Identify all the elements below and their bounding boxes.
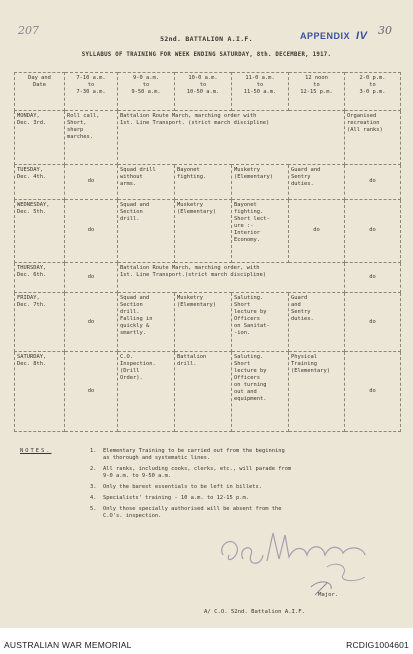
table-cell: Squad and Section drill. Falling in quickly & smartly. — [118, 292, 175, 351]
header-cell: 10-0 a.m. to 10-50 a.m. — [175, 73, 232, 111]
route-march-cell: Battalion Route March, marching order, with 1st. Line Transport.(strict march discipline) — [118, 263, 345, 293]
document-subtitle: SYLLABUS OF TRAINING FOR WEEK ENDING SATURDAY, 8th. DECEMBER, 1917. — [81, 52, 332, 58]
table-cell: Squad drill without arms. — [118, 165, 175, 199]
table-header-row — [15, 73, 401, 111]
table-cell: do — [345, 199, 401, 263]
table-cell: Musketry (Elementary) — [175, 292, 232, 351]
table-cell: Saluting. Short lecture by Officers on Sanitat- -ion. — [232, 292, 289, 351]
header-cell: 2-0 p.m. to 3-0 p.m. — [345, 73, 401, 111]
note-item: 5. Only those specially authorised will be absent from the C.O's. inspection. — [90, 506, 282, 519]
table-cell: Saluting. Short lecture by Officers on turning out and equipment. — [232, 352, 289, 432]
table-cell: do — [345, 352, 401, 432]
day-cell: TUESDAY, Dec. 4th. — [15, 165, 65, 199]
table-row-monday — [15, 110, 401, 165]
table-cell: Musketry (Elementary) — [232, 165, 289, 199]
table-row-tuesday — [15, 165, 401, 199]
day-cell: MONDAY, Dec. 3rd. — [15, 110, 65, 165]
table-cell: Guard and Sentry duties. — [289, 292, 345, 351]
training-table — [14, 72, 401, 432]
note-item: 3. Only the barest essentials to be left in billets. — [90, 484, 263, 490]
table-cell: Organised recreation (All ranks) — [345, 110, 401, 165]
table-cell: do — [345, 165, 401, 199]
archive-footer-left: AUSTRALIAN WAR MEMORIAL — [4, 640, 132, 650]
table-cell: do — [65, 263, 118, 293]
appendix-roman: IV — [356, 30, 368, 42]
table-cell: Bayonet fighting. Short lect- ure :- Interior Economy. — [232, 199, 289, 263]
table-cell: Bayonet fighting. — [175, 165, 232, 199]
table-cell: do — [65, 292, 118, 351]
notes-label: NOTES. — [20, 448, 52, 454]
handwritten-signature — [215, 525, 385, 600]
header-cell: Day and Date — [15, 73, 65, 111]
appendix-label: APPENDIX — [300, 31, 351, 41]
table-cell: do — [65, 165, 118, 199]
day-cell: THURSDAY, Dec. 6th. — [15, 263, 65, 293]
table-cell: Physical Training (Elementary) — [289, 352, 345, 432]
header-cell: 9-0 a.m. to 9-50 a.m. — [118, 73, 175, 111]
page-number: 30 — [378, 24, 392, 37]
table-row-wednesday — [15, 199, 401, 263]
corner-number: 207 — [18, 24, 39, 37]
table-cell: Battalion drill. — [175, 352, 232, 432]
table-cell: Squad and Section drill. — [118, 199, 175, 263]
day-cell: WEDNESDAY, Dec. 5th. — [15, 199, 65, 263]
archive-footer-right: RCDIG1004601 — [346, 640, 409, 650]
note-item: 2. All ranks, including cooks, clerks, etc., will parade from 9-0 a.m. to 9-50 a.m. — [90, 466, 292, 479]
table-cell: do — [345, 292, 401, 351]
table-cell: do — [65, 352, 118, 432]
table-cell: Guard and Sentry duties. — [289, 165, 345, 199]
note-item: 4. Specialists' training - 10 a.m. to 12-15 p.m. — [90, 495, 250, 501]
day-cell: SATURDAY, Dec. 8th. — [15, 352, 65, 432]
table-row-friday — [15, 292, 401, 351]
table-cell: C.O. Inspection. (Drill Order). — [118, 352, 175, 432]
table-row-thursday — [15, 263, 401, 293]
table-cell: Roll call, Short, sharp marches. — [65, 110, 118, 165]
table-cell: Musketry (Elementary) — [175, 199, 232, 263]
document-title: 52nd. BATTALION A.I.F. — [160, 35, 253, 43]
table-cell: do — [65, 199, 118, 263]
table-row-saturday — [15, 352, 401, 432]
table-cell: do — [289, 199, 345, 263]
table-cell: do — [345, 263, 401, 293]
header-cell: 7-10 a.m. to 7-30 a.m. — [65, 73, 118, 111]
signature-rank: Major. — [318, 592, 339, 598]
signature-role: A/ C.O. 52nd. Battalion A.I.F. — [204, 609, 306, 615]
note-item: 1. Elementary Training to be carried out from the beginning as thorough and systematic lines. — [90, 448, 285, 461]
day-cell: FRIDAY, Dec. 7th. — [15, 292, 65, 351]
header-cell: 11-0 a.m. to 11-50 a.m. — [232, 73, 289, 111]
header-cell: 12 noon to 12-15 p.m. — [289, 73, 345, 111]
route-march-cell: Battalion Route March, marching order with 1st. Line Transport. (strict march discipline) — [118, 110, 345, 165]
